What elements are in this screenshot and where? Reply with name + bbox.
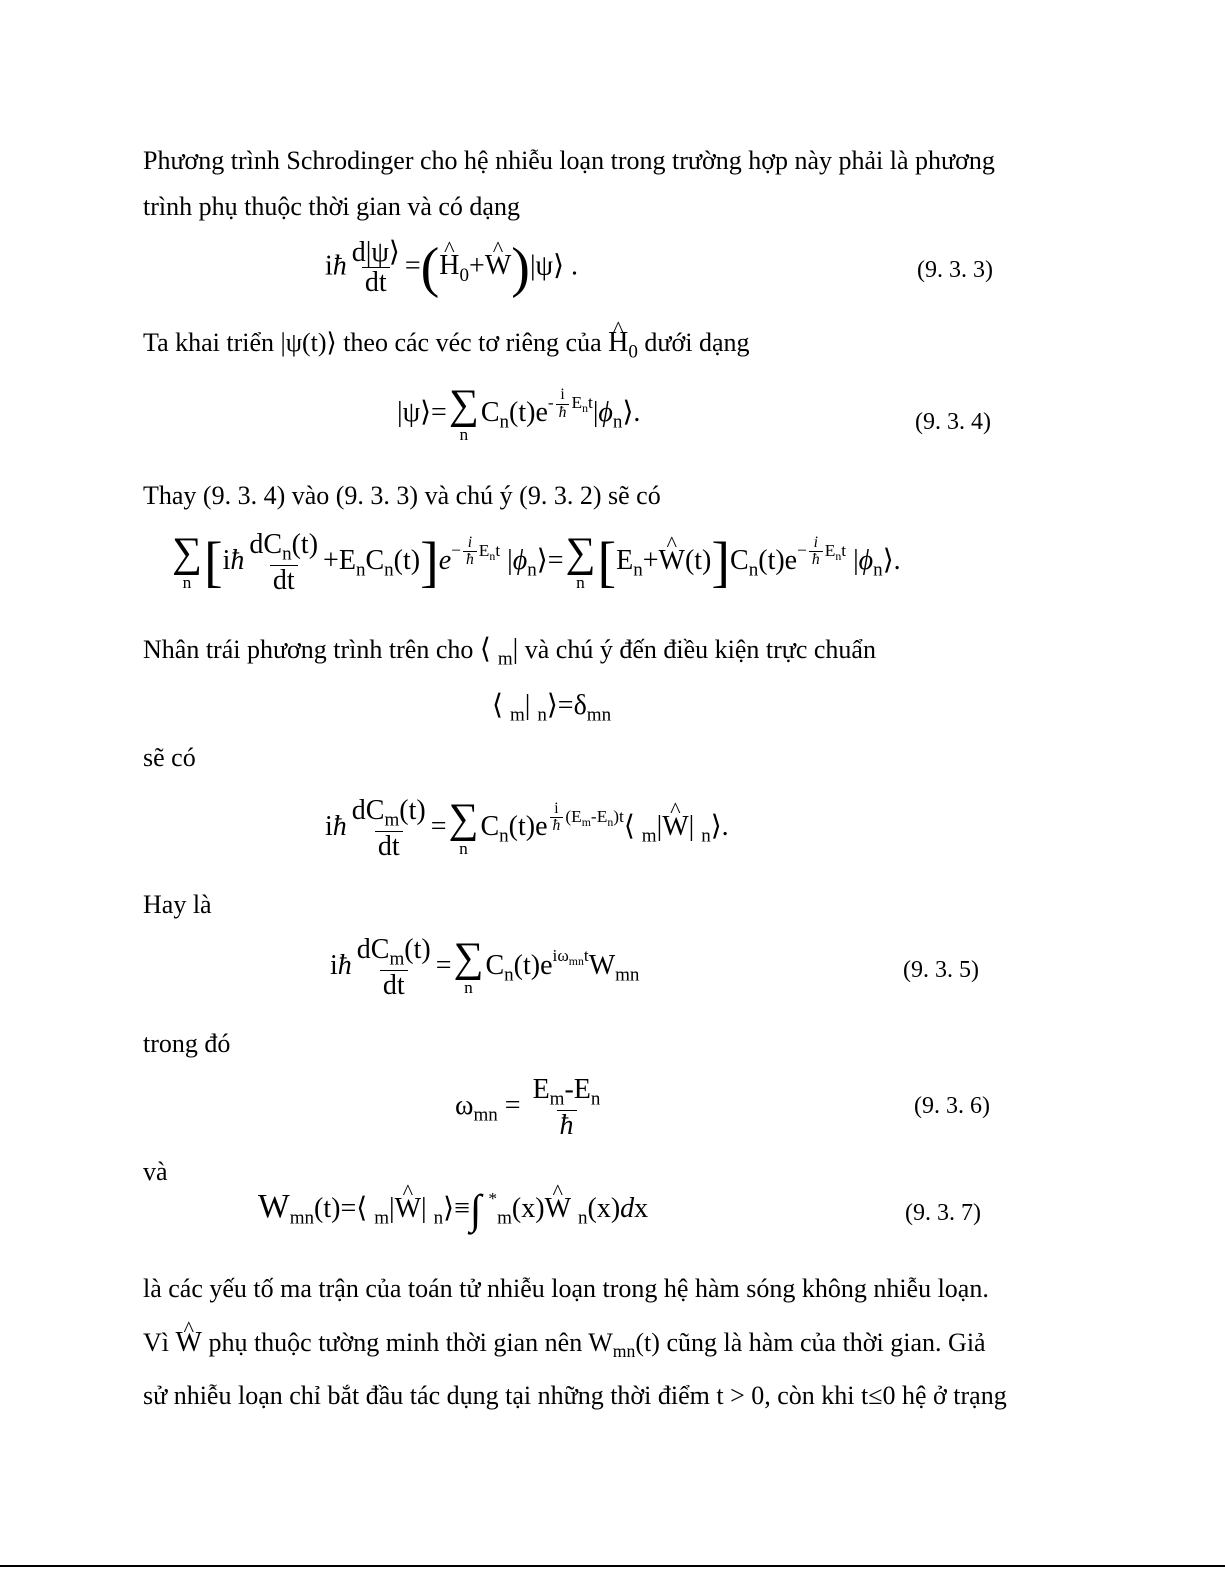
paragraph-line: Hay là [143,890,212,919]
equation-number: (9. 3. 5) [903,957,979,983]
text-span: cũng là hàm của thời gian. Giả [659,1328,986,1357]
equation-9-3-4: |ψ⟩= ∑ n $C_n(t)e^{- \frac{i}{ħ} E_nt}|\phi_n⟩$. [397,382,641,444]
orthonormality-condition: ⟨ $_m$| $_n⟩=\delta_{mn}$ [492,690,612,726]
equation-9-3-3: iħ $\frac{d|\psi⟩}{dt}$ =(^ $H_0+\^{}$ W)|ψ⟩ . [325,238,578,298]
equation-9-3-7: $W_{mn}(t)=⟨$ $_m$|^ W| $_n$⟩≡∫ *$_m$(x)^ W $_n$(x)dx [258,1188,648,1232]
text-span: Vì [143,1328,176,1357]
paragraph-line: sử nhiễu loạn chỉ bắt đầu tác dụng tại những thời điểm t > 0, còn khi t≤0 hệ ở trạng [143,1381,1007,1410]
text-span: và chú ý đến điều kiện trực chuẩn [518,635,876,664]
paragraph-line: sẽ có [143,743,196,772]
equation-9-3-6: $\omega_{mn}$ = $\frac{E_m-E_n}{ħ}$ [455,1074,601,1141]
paragraph-line: trình phụ thuộc thời gian và có dạng [143,192,520,221]
ket-psi-t: |ψ(t)⟩ [280,328,337,357]
paragraph-line: trong đó [143,1029,231,1058]
equation-number: (9. 3. 3) [917,257,993,283]
text-span: phụ thuộc tường minh thời gian nên [201,1328,589,1357]
paragraph-line: và [143,1157,168,1186]
equation-number: (9. 3. 4) [915,409,991,435]
page-bottom-divider [0,1565,1225,1567]
equation-9-3-5: iħ $\frac{dC_m(t)}{dt}$ = ∑ n $C_n(t)e^{i\omega_{mn}t}W_{mn}$ [330,934,640,1001]
paragraph-line: Ta khai triển |ψ(t)⟩ theo các véc tơ riêng của ^ $H_0$ dưới dạng [143,328,750,368]
paragraph-line: Nhân trái phương trình trên cho ⟨ $_m$| và chú ý đến điều kiện trực chuẩn [143,634,876,670]
text-span: dưới dạng [637,328,750,357]
paragraph-line: Vì ^ W phụ thuộc tường minh thời gian nên $W_{mn}(t)$ cũng là hàm của thời gian. Giả [143,1328,986,1366]
equation-cm-derivative: iħ $\frac{dC_m(t)}{dt}$ = ∑ n $C_n(t)e$ $^{\frac{i}{ħ} (E_m-E_n)t}$⟨ $_m$|^ W| $_n$⟩. [325,796,729,861]
paragraph-line: Thay (9. 3. 4) vào (9. 3. 3) và chú ý (9. 3. 2) sẽ có [143,481,661,510]
text-span: Nhân trái phương trình trên cho [143,635,480,664]
paragraph-line: Phương trình Schrodinger cho hệ nhiễu loạn trong trường hợp này phải là phương [143,146,995,175]
paragraph-line: là các yếu tố ma trận của toán tử nhiễu loạn trong hệ hàm sóng không nhiễu loạn. [143,1274,989,1303]
text-span: Ta khai triển [143,328,281,357]
text-span: theo các véc tơ riêng của [336,328,609,357]
equation-number: (9. 3. 6) [914,1093,990,1119]
equation-expanded: ∑ n [iħ $\frac{dC_n(t)}{dt}$ $+E_nC_n(t)]e^{- \frac{i}{ħ} E_nt}$ $|\phi_n⟩=$ ∑ n [$E_n+\^{}$ $W(t)]C_n(t)e^{- \frac{i}{ħ} E_nt}$ $|\phi_n⟩$. [170,530,901,595]
equation-number: (9. 3. 7) [905,1200,981,1226]
